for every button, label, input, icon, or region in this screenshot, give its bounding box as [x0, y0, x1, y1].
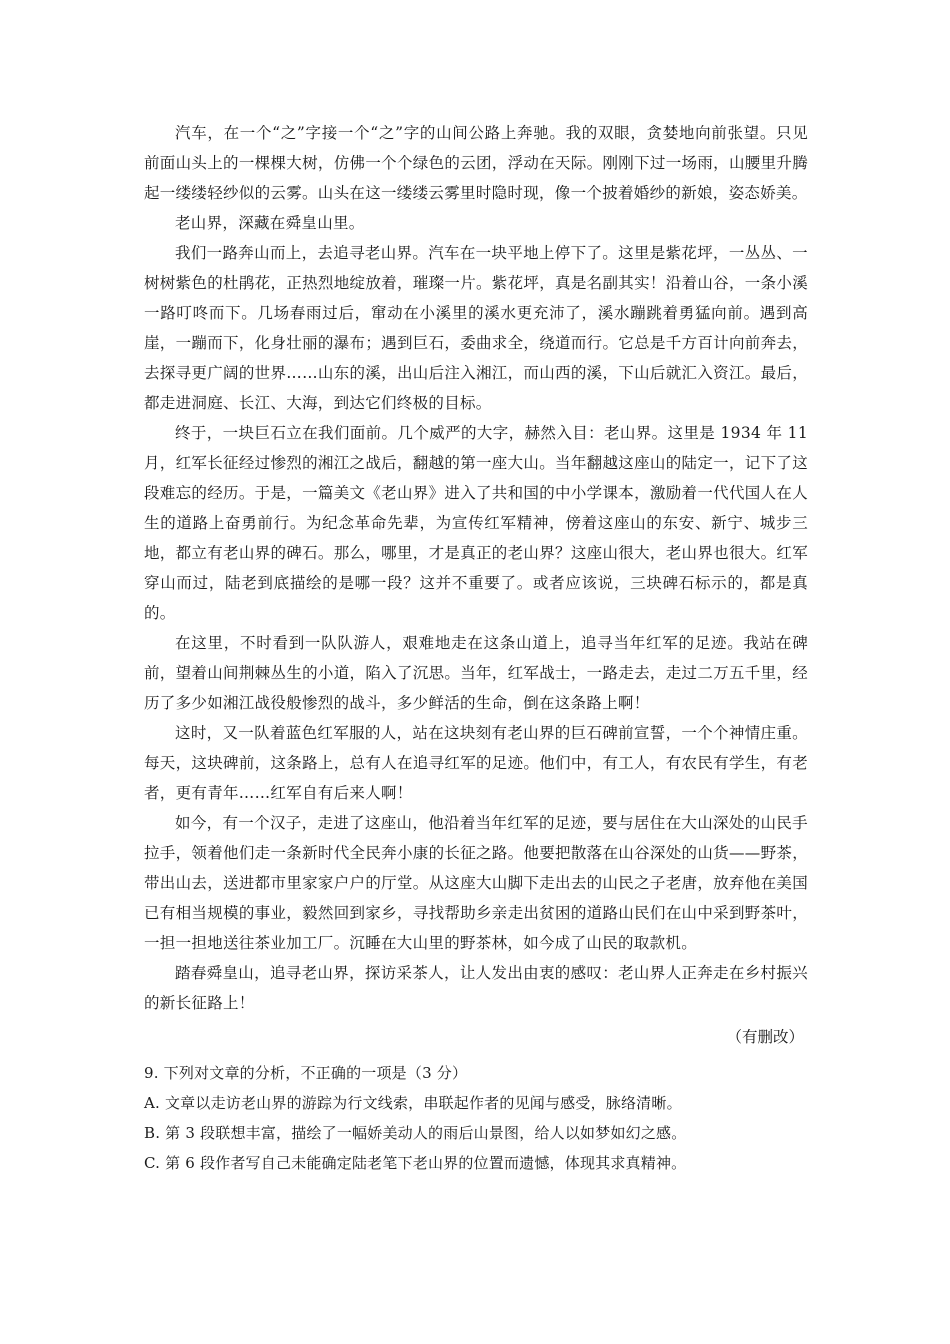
question-9-option-c: C. 第 6 段作者写自己未能确定陆老笔下老山界的位置而遗憾，体现其求真精神。 — [144, 1154, 687, 1172]
article-paragraph-3: 我们一路奔山而上，去追寻老山界。汽车在一块平地上停下了。这里是紫花坪，一丛丛、一树树紫色的杜鹃花，正热烈地绽放着，璀璨一片。紫花坪，真是名副其实！沿着山谷，一条小溪一路叮咚而下。几场春雨过后，窜动在小溪里的溪水更充沛了，溪水蹦跳着勇猛向前。遇到高崖，一蹦而下，化身壮丽的瀑布；遇到巨石，委曲求全，绕道而行。它总是千方百计向前奔去，去探寻更广阔的世界……山东的溪，出山后注入湘江，而山西的溪，下山后就汇入资江。最后，都走进洞庭、长江、大海，到达它们终极的目标。 — [144, 244, 808, 412]
article-paragraph-5: 在这里，不时看到一队队游人，艰难地走在这条山道上，追寻当年红军的足迹。我站在碑前，望着山间荆棘丛生的小道，陷入了沉思。当年，红军战士，一路走去，走过二万五千里，经历了多少如湘江战役般惨烈的战斗，多少鲜活的生命，倒在这条路上啊！ — [144, 634, 808, 712]
article-paragraph-8: 踏春舜皇山，追寻老山界，探访采茶人，让人发出由衷的感叹：老山界人正奔走在乡村振兴的新长征路上！ — [144, 964, 808, 1012]
source-note: （有删改） — [726, 1028, 804, 1046]
article-paragraph-7: 如今，有一个汉子，走进了这座山，他沿着当年红军的足迹，要与居住在大山深处的山民手拉手，领着他们走一条新时代全民奔小康的长征之路。他要把散落在山谷深处的山货——野茶，带出山去，送进都市里家家户户的厅堂。从这座大山脚下走出去的山民之子老唐，放弃他在美国已有相当规模的事业，毅然回到家乡，寻找帮助乡亲走出贫困的道路山民们在山中采到野茶叶，一担一担地送往茶业加工厂。沉睡在大山里的野茶林，如今成了山民的取款机。 — [144, 814, 808, 952]
question-9-option-a: A. 文章以走访老山界的游踪为行文线索，串联起作者的见闻与感受，脉络清晰。 — [144, 1094, 682, 1112]
article-paragraph-6: 这时，又一队着蓝色红军服的人，站在这块刻有老山界的巨石碑前宣誓，一个个神情庄重。每天，这块碑前，这条路上，总有人在追寻红军的足迹。他们中，有工人，有农民有学生，有老者，更有青年……红军自有后来人啊！ — [144, 724, 808, 802]
question-9-option-b: B. 第 3 段联想丰富，描绘了一幅娇美动人的雨后山景图，给人以如梦如幻之感。 — [144, 1124, 687, 1142]
document-page — [144, 118, 808, 1178]
article-paragraph-1: 汽车，在一个“之”字接一个“之”字的山间公路上奔驰。我的双眼，贪婪地向前张望。只见前面山头上的一棵棵大树，仿佛一个个绿色的云团，浮动在天际。刚刚下过一场雨，山腰里升腾起一缕缕轻纱似的云雾。山头在这一缕缕云雾里时隐时现，像一个披着婚纱的新娘，姿态娇美。 — [144, 124, 808, 202]
question-section — [144, 1058, 808, 1178]
question-9-stem: 9. 下列对文章的分析，不正确的一项是（3 分） — [144, 1064, 468, 1082]
article-body — [144, 118, 808, 1018]
article-paragraph-2: 老山界，深藏在舜皇山里。 — [175, 214, 365, 232]
article-paragraph-4: 终于，一块巨石立在我们面前。几个威严的大字，赫然入目：老山界。这里是 1934 年 11 月，红军长征经过惨烈的湘江之战后，翻越的第一座大山。当年翻越这座山的陆定一，记下了这段难忘的经历。于是，一篇美文《老山界》进入了共和国的中小学课本，激励着一代代国人在人生的道路上奋勇前行。为纪念革命先辈，为宣传红军精神，傍着这座山的东安、新宁、城步三地，都立有老山界的碑石。那么，哪里，才是真正的老山界？这座山很大，老山界也很大。红军穿山而过，陆老到底描绘的是哪一段？这并不重要了。或者应该说，三块碑石标示的，都是真的。 — [144, 424, 808, 622]
